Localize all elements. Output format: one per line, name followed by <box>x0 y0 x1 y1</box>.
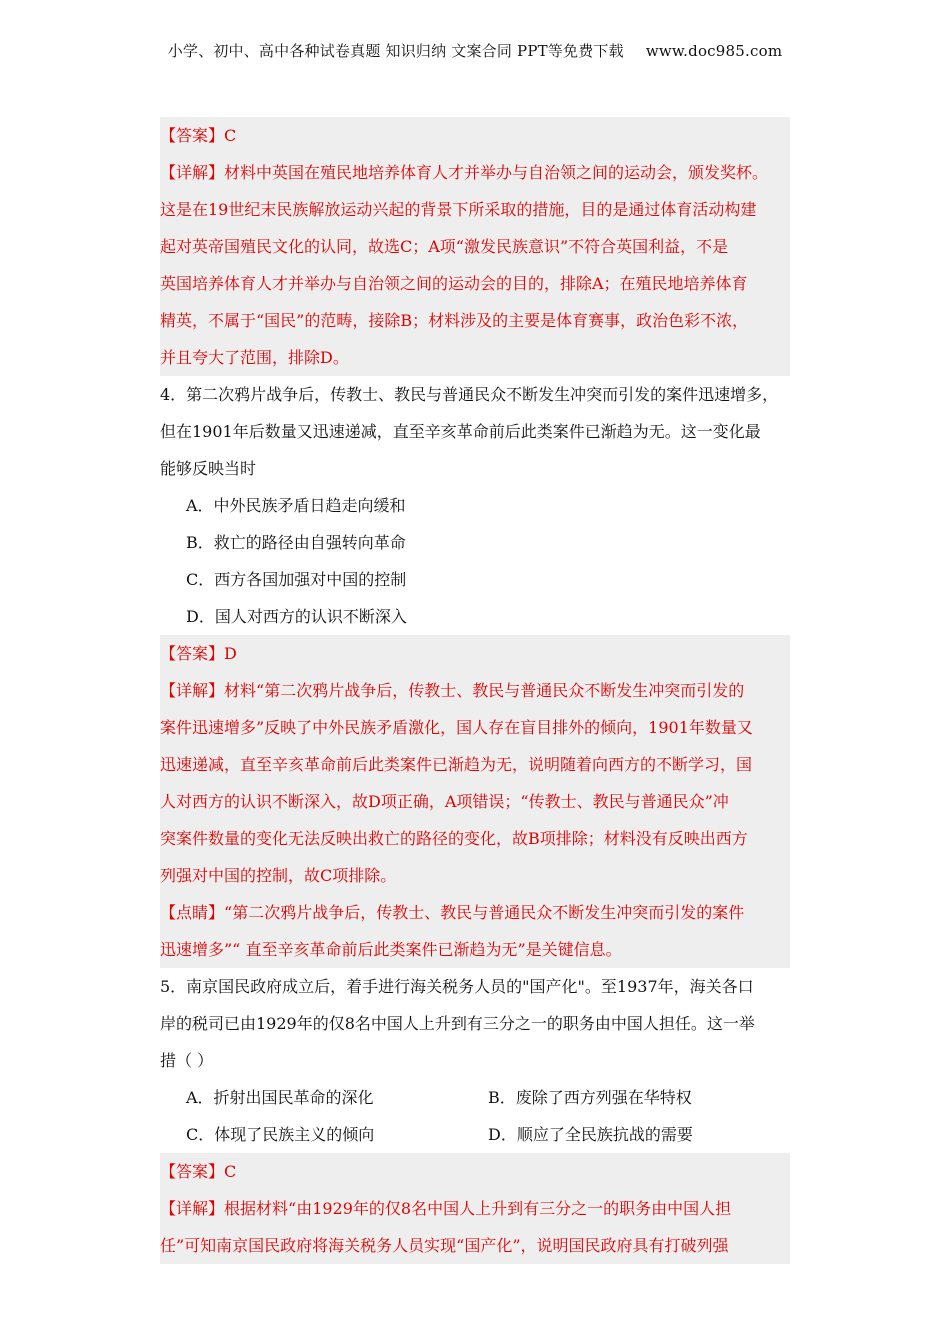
answer-value: C <box>224 1162 237 1181</box>
q4-detail-line: 突案件数量的变化无法反映出救亡的路径的变化，故B项排除；材料没有反映出西方 <box>160 829 748 848</box>
q4-point-line: 【点睛】“第二次鸦片战争后，传教士、教民与普通民众不断发生冲突而引发的案件 <box>160 903 745 922</box>
answer-tag: 【答案】 <box>160 1162 225 1181</box>
answer-value: D <box>224 644 237 663</box>
page-header <box>0 40 950 61</box>
q5-stem-line: 岸的税司已由1929年的仅8名中国人上升到有三分之一的职务由中国人担任。这一举 <box>160 1014 755 1033</box>
q3-detail-line: 英国培养体育人才并举办与自治领之间的运动会的目的，排除A；在殖民地培养体育 <box>160 274 748 293</box>
q3-detail-line: 起对英帝国殖民文化的认同，故选C；A项“激发民族意识”不符合英国利益，不是 <box>160 237 729 256</box>
q5-options-row <box>160 1116 790 1153</box>
q4-answer-block <box>160 635 790 968</box>
q5-option-b: B．废除了西方列强在华特权 <box>488 1088 692 1107</box>
q4-stem-line: 但在1901年后数量又迅速递减，直至辛亥革命前后此类案件已渐趋为无。这一变化最 <box>160 422 761 441</box>
q4-detail-line: 列强对中国的控制，故C项排除。 <box>160 866 397 885</box>
question-5 <box>160 968 790 1153</box>
q5-detail-line: 【详解】根据材料“由1929年的仅8名中国人上升到有三分之一的职务由中国人担 <box>160 1199 732 1218</box>
header-site-link[interactable]: www.doc985.com <box>645 42 783 60</box>
q4-detail-line: 案件迅速增多”反映了中外民族矛盾激化，国人存在盲目排外的倾向，1901年数量又 <box>160 718 753 737</box>
q4-option-a: A．中外民族矛盾日趋走向缓和 <box>186 496 406 515</box>
q4-point-line: 迅速增多”“ 直至辛亥革命前后此类案件已渐趋为无”是关键信息。 <box>160 940 622 959</box>
q5-option-c: C．体现了民族主义的倾向 <box>186 1125 375 1144</box>
q5-option-a: A．折射出国民革命的深化 <box>186 1088 374 1107</box>
q3-answer-line <box>160 117 790 154</box>
point-tag: 【点睛】 <box>160 903 225 922</box>
detail-tag: 【详解】 <box>160 1199 225 1218</box>
detail-tag: 【详解】 <box>160 163 225 182</box>
question-4 <box>160 376 790 635</box>
answer-value: C <box>224 126 237 145</box>
q5-detail-line: 任”可知南京国民政府将海关税务人员实现“国产化”，说明国民政府具有打破列强 <box>160 1236 729 1255</box>
answer-tag: 【答案】 <box>160 126 225 145</box>
q4-detail-line: 人对西方的认识不断深入，故D项正确，A项错误；“传教士、教民与普通民众”冲 <box>160 792 729 811</box>
q4-option-b: B．救亡的路径由自强转向革命 <box>186 533 406 552</box>
q5-option-d: D．顺应了全民族抗战的需要 <box>488 1125 693 1144</box>
q4-detail-line: 【详解】材料“第二次鸦片战争后，传教士、教民与普通民众不断发生冲突而引发的 <box>160 681 745 700</box>
q4-stem-line: 4．第二次鸦片战争后，传教士、教民与普通民众不断发生冲突而引发的案件迅速增多， <box>160 385 779 404</box>
q3-answer-block <box>160 117 790 376</box>
q3-detail-line: 【详解】材料中英国在殖民地培养体育人才并举办与自治领之间的运动会，颁发奖杯。 <box>160 163 769 182</box>
q4-option-c: C．西方各国加强对中国的控制 <box>186 570 407 589</box>
q4-option-d: D．国人对西方的认识不断深入 <box>186 607 407 626</box>
q4-detail-line: 迅速递减，直至辛亥革命前后此类案件已渐趋为无，说明随着向西方的不断学习，国 <box>160 755 753 774</box>
answer-tag: 【答案】 <box>160 644 225 663</box>
q5-answer-block <box>160 1153 790 1264</box>
q4-stem-line: 能够反映当时 <box>160 459 257 478</box>
q5-stem-line: 措（ ） <box>160 1051 214 1070</box>
document-body <box>160 117 790 1264</box>
q3-detail-line: 精英，不属于“国民”的范畴，接除B；材料涉及的主要是体育赛事，政治色彩不浓， <box>160 311 749 330</box>
q5-answer-line <box>160 1153 790 1190</box>
q5-options-row <box>160 1079 790 1116</box>
q4-answer-line <box>160 635 790 672</box>
q3-detail-line: 并且夸大了范围，排除D。 <box>160 348 349 367</box>
header-text: 小学、初中、高中各种试卷真题 知识归纳 文案合同 PPT等免费下载 <box>167 42 624 60</box>
q5-stem-line: 5．南京国民政府成立后，着手进行海关税务人员的"国产化"。至1937年，海关各口 <box>160 977 754 996</box>
q3-detail-line: 这是在19世纪末民族解放运动兴起的背景下所采取的措施，目的是通过体育活动构建 <box>160 200 757 219</box>
detail-tag: 【详解】 <box>160 681 225 700</box>
